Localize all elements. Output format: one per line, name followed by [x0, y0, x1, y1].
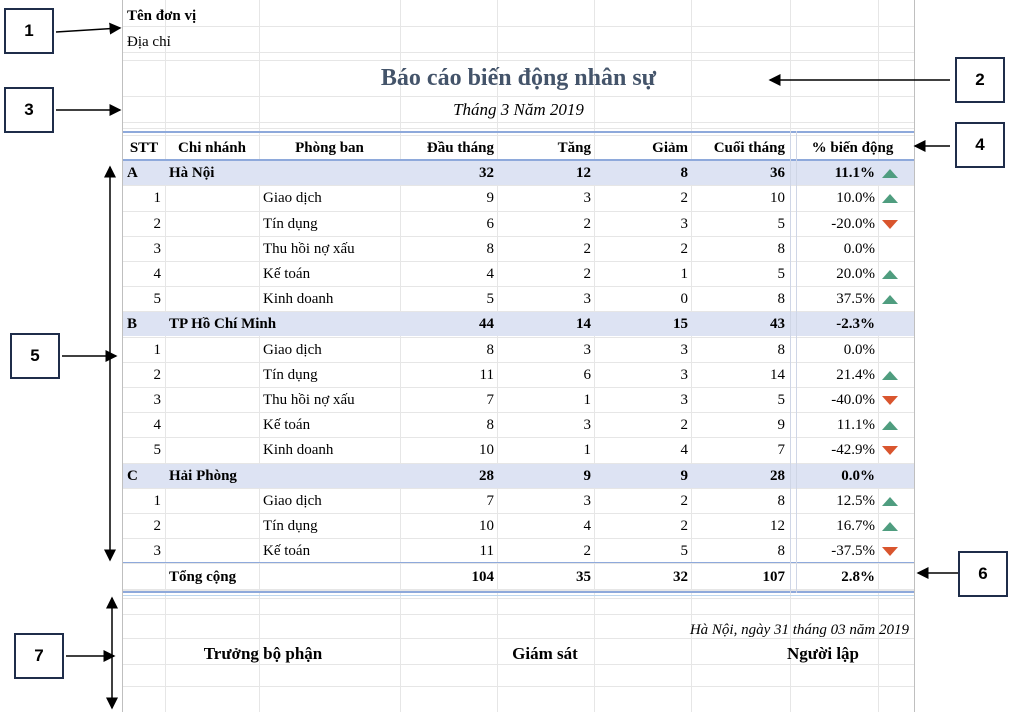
- data-row-start: 44: [479, 316, 494, 332]
- data-row-dec: 2: [680, 493, 688, 509]
- data-row-inc: 3: [583, 342, 591, 358]
- data-row-pct: 11.1%: [836, 417, 875, 433]
- data-row-dept: Thu hồi nợ xấu: [263, 392, 355, 408]
- data-row-dept: Kế toán: [263, 417, 311, 433]
- data-row-dept: Tín dụng: [263, 367, 318, 383]
- data-row-pct: -20.0%: [831, 216, 875, 232]
- data-row-dept: Tín dụng: [263, 518, 318, 534]
- data-row-branch: TP Hồ Chí Minh: [169, 316, 277, 332]
- data-row-stt: 5: [153, 442, 161, 458]
- data-row-dec: 3: [680, 342, 688, 358]
- data-row-stt: 2: [153, 518, 161, 534]
- data-row-end: 10: [770, 190, 785, 206]
- data-row-stt: 4: [153, 417, 161, 433]
- data-row-end: 8: [777, 543, 785, 559]
- unit-address: Địa chỉ: [127, 34, 171, 50]
- data-row-dept: Tín dụng: [263, 216, 318, 232]
- total-inc: 35: [576, 569, 591, 585]
- annotation-2: 2: [955, 57, 1005, 103]
- data-row-end: 8: [777, 493, 785, 509]
- data-row-dec: 8: [680, 165, 688, 181]
- data-row-inc: 1: [583, 392, 591, 408]
- data-row-end: 5: [777, 266, 785, 282]
- data-row-end: 14: [770, 367, 785, 383]
- data-row-pct: 10.0%: [836, 190, 875, 206]
- data-row-end: 7: [777, 442, 785, 458]
- data-row-stt: 3: [153, 392, 161, 408]
- data-row-start: 4: [486, 266, 494, 282]
- data-row-inc: 1: [583, 442, 591, 458]
- data-row-dec: 3: [680, 216, 688, 232]
- data-row-inc: 3: [583, 190, 591, 206]
- data-row-pct: 37.5%: [836, 291, 875, 307]
- data-row-start: 10: [479, 518, 494, 534]
- data-row-inc: 4: [583, 518, 591, 534]
- data-row-dept: Thu hồi nợ xấu: [263, 241, 355, 257]
- data-row-start: 9: [486, 190, 494, 206]
- data-row-dec: 15: [673, 316, 688, 332]
- data-row-pct: -42.9%: [831, 442, 875, 458]
- place-date: Hà Nội, ngày 31 tháng 03 năm 2019: [689, 622, 909, 638]
- annotation-5: 5: [10, 333, 60, 379]
- total-dec: 32: [673, 569, 688, 585]
- col-header-stt: STT: [129, 140, 159, 156]
- data-row-dept: Giao dịch: [263, 493, 322, 509]
- col-header-pct: % biến động: [811, 140, 894, 156]
- col-header-dept: Phòng ban: [295, 140, 364, 156]
- data-row-start: 8: [486, 417, 494, 433]
- data-row-stt: 1: [153, 342, 161, 358]
- data-row-stt: A: [127, 165, 138, 181]
- total-pct: 2.8%: [841, 569, 875, 585]
- data-row-inc: 2: [583, 266, 591, 282]
- data-row-stt: 4: [153, 266, 161, 282]
- data-row-dec: 2: [680, 417, 688, 433]
- signature-supervisor: Giám sát: [512, 644, 578, 663]
- data-row-dept: Kế toán: [263, 543, 311, 559]
- data-row-dec: 5: [680, 543, 688, 559]
- data-row-pct: 16.7%: [836, 518, 875, 534]
- data-row-start: 6: [486, 216, 494, 232]
- data-row-end: 8: [777, 291, 785, 307]
- data-row-dec: 2: [680, 241, 688, 257]
- col-header-inc: Tăng: [557, 140, 591, 156]
- data-row-stt: C: [127, 468, 138, 484]
- data-row-dept: Kế toán: [263, 266, 311, 282]
- data-row-dec: 0: [680, 291, 688, 307]
- data-row-stt: 2: [153, 367, 161, 383]
- data-row-inc: 14: [576, 316, 591, 332]
- data-row-pct: 11.1%: [834, 165, 875, 181]
- data-row-pct: -2.3%: [836, 316, 875, 332]
- col-header-branch: Chi nhánh: [178, 140, 246, 156]
- data-row-stt: 3: [153, 241, 161, 257]
- data-row-stt: 3: [153, 543, 161, 559]
- data-row-end: 36: [770, 165, 785, 181]
- signature-head: Trưởng bộ phận: [203, 644, 323, 663]
- data-row-inc: 6: [583, 367, 591, 383]
- annotation-3: 3: [4, 87, 54, 133]
- annotation-7: 7: [14, 633, 64, 679]
- data-row-dec: 2: [680, 518, 688, 534]
- data-row-pct: -37.5%: [831, 543, 875, 559]
- data-row-pct: 0.0%: [841, 468, 875, 484]
- data-row-end: 12: [770, 518, 785, 534]
- total-start: 104: [471, 569, 494, 585]
- data-row-dec: 9: [680, 468, 688, 484]
- data-row-start: 8: [486, 342, 494, 358]
- data-row-start: 32: [479, 165, 494, 181]
- signature-preparer: Người lập: [786, 644, 860, 663]
- data-row-end: 8: [777, 342, 785, 358]
- data-row-start: 11: [479, 367, 494, 383]
- data-row-end: 28: [770, 468, 785, 484]
- data-row-end: 43: [770, 316, 785, 332]
- data-row-inc: 2: [583, 543, 591, 559]
- data-row-start: 11: [479, 543, 494, 559]
- data-row-dept: Kinh doanh: [263, 291, 334, 307]
- data-row-stt: B: [127, 316, 138, 332]
- report-title: Báo cáo biến động nhân sự: [380, 65, 657, 91]
- data-row-pct: 20.0%: [836, 266, 875, 282]
- data-row-stt: 1: [153, 190, 161, 206]
- data-row-start: 10: [479, 442, 494, 458]
- data-row-end: 9: [777, 417, 785, 433]
- data-row-end: 5: [777, 392, 785, 408]
- report-subtitle: Tháng 3 Năm 2019: [453, 100, 584, 119]
- data-row-dec: 1: [680, 266, 688, 282]
- data-row-stt: 5: [153, 291, 161, 307]
- data-row-dept: Giao dịch: [263, 342, 322, 358]
- data-row-dec: 3: [680, 392, 688, 408]
- data-row-stt: 2: [153, 216, 161, 232]
- data-row-start: 5: [486, 291, 494, 307]
- data-row-inc: 3: [583, 493, 591, 509]
- data-row-branch: Hải Phòng: [169, 468, 237, 484]
- data-row-inc: 2: [583, 216, 591, 232]
- annotation-6: 6: [958, 551, 1008, 597]
- data-row-stt: 1: [153, 493, 161, 509]
- unit-name: Tên đơn vị: [127, 8, 197, 24]
- data-row-inc: 12: [576, 165, 591, 181]
- data-row-branch: Hà Nội: [169, 165, 215, 181]
- col-header-start: Đầu tháng: [426, 140, 494, 156]
- data-row-pct: -40.0%: [831, 392, 875, 408]
- data-row-pct: 21.4%: [836, 367, 875, 383]
- data-row-end: 5: [777, 216, 785, 232]
- data-row-inc: 2: [583, 241, 591, 257]
- data-row-end: 8: [777, 241, 785, 257]
- data-row-inc: 3: [583, 291, 591, 307]
- data-row-start: 8: [486, 241, 494, 257]
- data-row-start: 7: [486, 392, 494, 408]
- data-row-inc: 3: [583, 417, 591, 433]
- data-row-dept: Giao dịch: [263, 190, 322, 206]
- annotation-4: 4: [955, 122, 1005, 168]
- data-row-pct: 0.0%: [843, 241, 875, 257]
- data-row-dec: 3: [680, 367, 688, 383]
- data-row-inc: 9: [583, 468, 591, 484]
- data-row-pct: 0.0%: [843, 342, 875, 358]
- total-end: 107: [762, 569, 785, 585]
- col-header-dec: Giảm: [652, 140, 688, 156]
- total-label: Tổng cộng: [169, 569, 237, 585]
- data-row-dept: Kinh doanh: [263, 442, 334, 458]
- data-row-dec: 4: [680, 442, 688, 458]
- col-header-end: Cuối tháng: [713, 140, 785, 156]
- annotation-1: 1: [4, 8, 54, 54]
- data-row-dec: 2: [680, 190, 688, 206]
- data-row-start: 28: [479, 468, 494, 484]
- data-row-start: 7: [486, 493, 494, 509]
- data-row-pct: 12.5%: [836, 493, 875, 509]
